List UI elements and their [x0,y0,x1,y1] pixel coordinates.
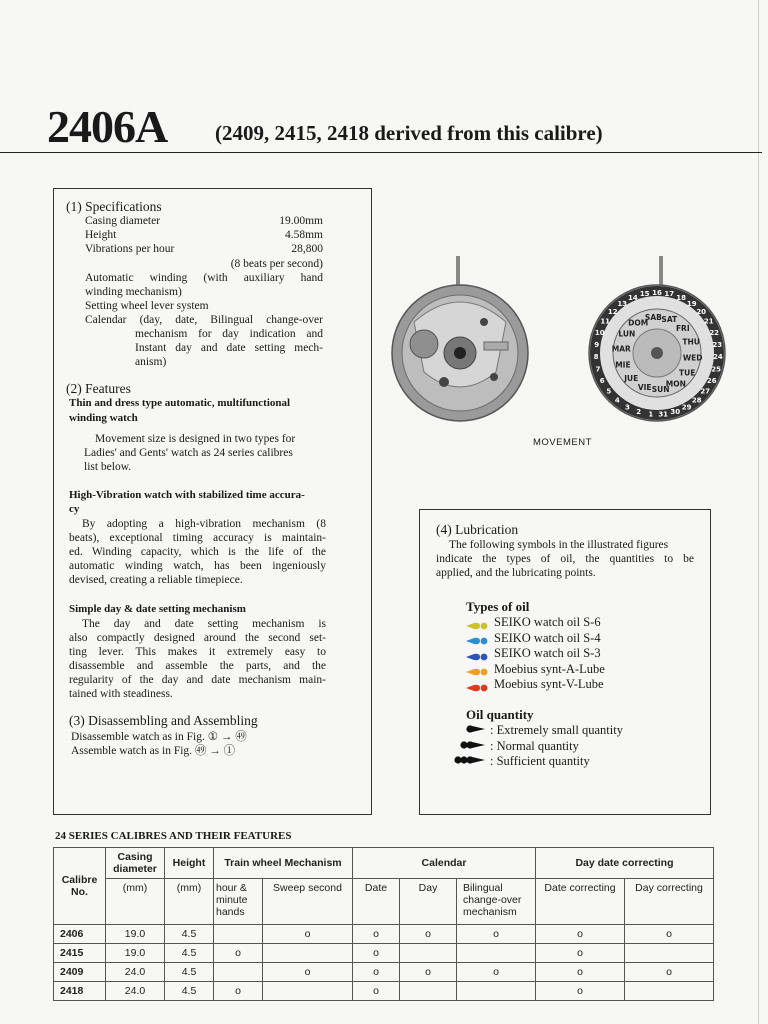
oil-quantity-heading: Oil quantity [466,707,534,722]
movement-size-line: list below. [84,461,132,473]
date-number: 7 [595,365,601,374]
lubrication-intro: The following symbols in the illustrated figures [449,539,669,551]
oil-drop-icon [460,739,486,754]
oil-quantity-label: : Extremely small quantity [490,723,623,737]
page-edge [758,0,759,1024]
assembly-heading: (3) Disassembling and Assembling [69,713,258,728]
table-cell: o [353,982,400,1001]
table-row [54,982,714,1001]
sub-day: Day [400,879,457,925]
hv-text-line: automatic winding watch, has been ingeniously [69,560,326,572]
sub-casing-unit: (mm) [106,879,165,925]
spec-row: Vibrations per hour 28,800 [85,243,323,255]
sub-sweep-second: Sweep second [263,879,353,925]
col-calendar: Calendar [353,848,536,879]
table-cell: 4.5 [165,944,214,963]
movement-dial [589,285,725,421]
date-number: 5 [606,387,612,396]
sub-date: Date [353,879,400,925]
spec-row: Height 4.58mm [85,229,323,241]
table-cell [625,982,714,1001]
date-number: 29 [681,403,692,412]
assemble-text: Assemble watch as in Fig. ㊾ → ① [71,745,236,757]
table-cell: o [400,963,457,982]
sub-hour-minute: hour & minute hands [214,879,263,925]
oil-drop-icon [454,754,486,769]
oil-drop-icon [466,681,488,689]
high-vibration-heading-2: cy [69,503,80,515]
oil-drop-icon [466,634,488,642]
oil-type-label: SEIKO watch oil S-6 [494,615,601,629]
col-calibre: Calibre No. [54,848,106,925]
sub-day-correcting: Day correcting [625,879,714,925]
table-cell: o [536,963,625,982]
sub-bilingual: Bilingual change-over mechanism [457,879,536,925]
date-number: 4 [614,396,620,405]
oil-quantity-item [460,739,579,754]
table-cell: 2415 [54,944,106,963]
table-cell: o [263,963,353,982]
date-number: 20 [696,308,707,316]
table-cell: 2406 [54,925,106,944]
table-cell [625,944,714,963]
oil-quantity-label: : Normal quantity [490,738,579,753]
date-number: 9 [594,340,600,349]
date-number: 3 [624,403,630,412]
spec-row: Casing diameter 19.00mm [85,215,323,227]
table-cell: o [353,963,400,982]
table-cell: o [536,944,625,963]
date-number: 21 [703,317,714,326]
table-cell [457,982,536,1001]
date-number: 24 [713,353,723,362]
date-number: 8 [593,353,599,362]
sd-text-line: The day and date setting mechanism is [82,618,326,630]
sd-text-line: regularity of the day and date mechanism main- [69,674,326,686]
date-number: 30 [670,408,681,417]
sub-height-unit: (mm) [165,879,214,925]
date-number: 23 [712,340,723,349]
table-row [54,925,714,944]
table-cell: 24.0 [106,982,165,1001]
oil-type-label: Moebius synt-V-Lube [494,677,604,691]
movement-size-line: Movement size is designed in two types for [95,433,296,445]
oil-drop-icon [466,619,488,627]
table-cell: 24.0 [106,963,165,982]
date-number: 16 [652,289,662,297]
movement-label: MOVEMENT [533,437,592,448]
features-subheading-1: Thin and dress type automatic, multifunctional [69,397,291,409]
oil-type-item [466,631,601,646]
high-vibration-heading: High-Vibration watch with stabilized time accura- [69,489,305,501]
calibre-number: 2406A [47,101,168,152]
date-number: 26 [706,376,717,385]
setting-system: Setting wheel lever system [85,300,209,312]
table-cell: o [536,982,625,1001]
table-cell: 19.0 [106,925,165,944]
date-number: 12 [607,308,618,316]
table-subheader-row [54,879,714,925]
date-number: 18 [676,293,686,302]
table-cell: o [625,963,714,982]
table-cell: o [457,925,536,944]
table-cell [214,963,263,982]
col-height: Height [165,848,214,879]
oil-type-item [466,662,605,677]
hv-text-line: By adopting a high-vibration mechanism (8 [82,518,326,530]
calibre-features-table [53,847,714,1001]
date-number: 19 [686,299,697,308]
calendar-line-1: Calendar (day, date, Bilingual change-over [85,314,323,326]
date-number: 13 [617,299,628,308]
oil-drop-icon [466,665,488,673]
table-cell: 4.5 [165,925,214,944]
winding-line-1: Automatic winding (with auxiliary hand [85,272,323,284]
table-row [54,963,714,982]
table-cell [263,982,353,1001]
table-cell: o [625,925,714,944]
hv-text-line: ed. Winding capacity, which is the life of the [69,546,326,558]
oil-drop-icon [466,723,486,738]
oil-type-label: Moebius synt-A-Lube [494,661,605,676]
oil-type-item [466,677,604,692]
date-number: 15 [639,290,650,299]
table-cell: o [214,982,263,1001]
table-cell: 4.5 [165,982,214,1001]
day-label: TUE [679,368,696,378]
date-number: 10 [594,328,605,337]
day-label: WED [682,353,703,363]
table-cell: o [457,963,536,982]
day-label: MON [665,379,686,389]
oil-drop-icon [466,650,488,658]
table-cell [400,982,457,1001]
calendar-line-2: mechanism for day indication and [135,328,323,340]
date-number: 25 [711,365,721,374]
features-heading: (2) Features [66,381,131,396]
oil-type-item [466,646,601,661]
sd-text-line: also compactly designed around the second set- [69,632,326,644]
movement-illustration [384,252,752,434]
hv-text-line: beats), exceptional timing accuracy is maintain- [69,532,326,544]
simple-day-date-heading: Simple day & date setting mechanism [69,603,246,615]
day-label: MIE [615,360,631,370]
calendar-line-4: anism) [135,356,167,368]
day-label: FRI [675,323,690,333]
table-cell [214,925,263,944]
table-cell: o [400,925,457,944]
calendar-line-3: Instant day and date setting mech- [135,342,323,354]
day-label: SAB [644,313,662,323]
table-cell: o [536,925,625,944]
winding-line-2: winding mechanism) [85,286,182,298]
sd-text-line: disassemble and assemble the parts, and the [69,660,326,672]
table-cell: 2418 [54,982,106,1001]
table-cell [263,944,353,963]
table-cell: o [263,925,353,944]
table-cell [457,944,536,963]
day-label: MAR [611,344,631,354]
date-number: 17 [664,290,675,299]
oil-quantity-label: : Sufficient quantity [490,754,590,768]
lubrication-intro: indicate the types of oil, the quantities to be [436,553,694,565]
table-header-row [54,848,714,879]
calibre-subtitle: (2409, 2415, 2418 derived from this calibre) [215,121,603,145]
sub-date-correcting: Date correcting [536,879,625,925]
table-cell: 19.0 [106,944,165,963]
day-label: LUN [618,329,636,339]
col-daydate: Day date correcting [536,848,714,879]
sd-text-line: ting lever. This makes it extremely easy to [69,646,326,658]
sd-text-line: tained with steadiness. [69,688,173,700]
date-number: 27 [700,387,711,396]
lubrication-heading: (4) Lubrication [436,522,519,537]
specifications-heading: (1) Specifications [66,199,162,214]
date-number: 14 [628,293,638,302]
features-subheading-2: winding watch [69,412,138,424]
oil-type-label: SEIKO watch oil S-3 [494,646,601,660]
day-label: THU [682,337,700,347]
table-cell: o [353,925,400,944]
title-rule [0,152,762,153]
disassemble-text: Disassemble watch as in Fig. ① → ㊾ [71,731,247,743]
day-label: DOM [628,318,649,328]
oil-quantity-item [454,754,590,769]
lubrication-intro: applied, and the lubricating points. [436,567,596,579]
movement-back [392,285,528,421]
table-row [54,944,714,963]
types-of-oil-heading: Types of oil [466,599,530,614]
movement-size-line: Ladies' and Gents' watch as 24 series calibres [84,447,293,459]
table-title: 24 SERIES CALIBRES AND THEIR FEATURES [55,830,292,842]
table-cell: o [214,944,263,963]
day-label: SUN [651,384,670,394]
table-cell: o [353,944,400,963]
table-cell [400,944,457,963]
day-label: SAT [661,315,678,325]
date-number: 11 [600,317,611,326]
date-number: 28 [691,396,702,405]
date-number: 2 [636,408,642,417]
date-number: 6 [599,376,605,385]
table-cell: 2409 [54,963,106,982]
date-number: 31 [658,410,669,419]
beats-note: (8 beats per second) [230,258,323,270]
day-label: VIE [637,382,652,392]
date-number: 1 [648,410,654,419]
hv-text-line: devised, creating a reliable timepiece. [69,574,243,586]
date-number: 22 [709,328,720,337]
oil-type-item [466,615,601,630]
table-body [54,925,714,1001]
oil-type-label: SEIKO watch oil S-4 [494,630,601,645]
table-cell: 4.5 [165,963,214,982]
day-label: JUE [624,374,639,384]
col-train: Train wheel Mechanism [214,848,353,879]
col-casing: Casing diameter [106,848,165,879]
oil-quantity-item [466,723,623,738]
